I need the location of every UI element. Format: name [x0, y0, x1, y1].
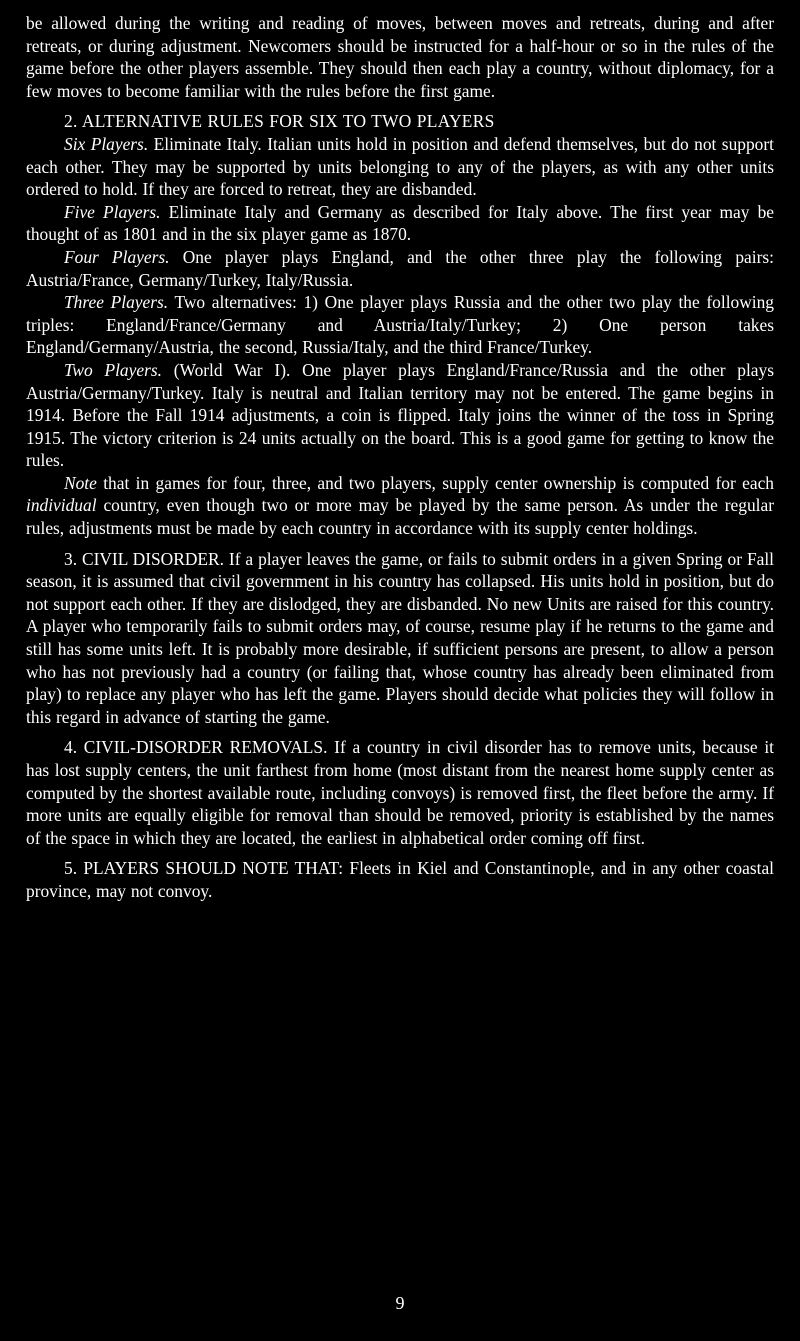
- three-players-paragraph: [26, 291, 774, 359]
- section-5-paragraph: [26, 857, 774, 902]
- four-players-label: Four Players.: [64, 246, 170, 267]
- section-3-paragraph: [26, 548, 774, 729]
- two-players-label: Two Players.: [64, 359, 162, 380]
- section-4-heading: 4. CIVIL-DISORDER REMOVALS.: [64, 737, 328, 758]
- section-5-heading: 5. PLAYERS SHOULD NOTE THAT:: [64, 858, 344, 879]
- section-3-heading: 3. CIVIL DISORDER.: [64, 548, 224, 569]
- six-players-label: Six Players.: [64, 133, 149, 154]
- three-players-text: Two alternatives: 1) One player plays Russia and the other two play the following triples: England/France/Germany and Austria/Italy/Turkey; 2) One person takes England/Germany/Austria, the second, Russia/Italy, and the third France/Turkey.: [26, 292, 775, 358]
- six-players-text: Eliminate Italy. Italian units hold in position and defend themselves, but do not support each other. They may be supported by units belonging to any of the players, as with any other units ordered to hold. If they are forced to retreat, they are disbanded.: [26, 133, 774, 200]
- section-4-paragraph: [26, 736, 774, 849]
- section-4-text: If a country in civil disorder has to remove units, because it has lost supply centers, the unit farthest from home (most distant from the nearest home supply center as computed by the shortest available route, including convoys) is removed first, the fleet before the army. If more units are equally eligible for removal than should be removed, priority is established by the names of the space in which they are located, the earliest in alphabetical order coming off first.: [26, 737, 774, 848]
- five-players-label: Five Players.: [64, 201, 161, 222]
- section-2-heading: 2. ALTERNATIVE RULES FOR SIX TO TWO PLAYERS: [64, 111, 495, 132]
- section-5-text: Fleets in Kiel and Constantinople, and in any other coastal province, may not convoy.: [26, 858, 774, 901]
- note-text-before: that in games for four, three, and two players, supply center ownership is computed for each: [96, 472, 774, 493]
- page-number: 9: [395, 1293, 405, 1313]
- intro-paragraph: be allowed during the writing and reading of moves, between moves and retreats, during and after retreats, or during adjustment. Newcomers should be instructed for a half-hour or so in the rules of the game before the other players assemble. They should then each play a country, without diplomacy, for a few moves to become familiar with the rules before the first game.: [26, 13, 774, 101]
- note-label: Note: [64, 472, 97, 493]
- section-3-text: If a player leaves the game, or fails to submit orders in a given Spring or Fall season, it is assumed that civil government in his country has collapsed. His units hold in position, but do not support each other. If they are dislodged, they are disbanded. No new Units are raised for this country. A player who temporarily fails to submit orders may, of course, resume play if he returns to the game and still has some units left. It is probably more desirable, if sufficient persons are present, to allow a person who has not previously had a country (or failing that, whose country has already been eliminated from play) to replace any player who has left the game. Players should decide what policies they will follow in this regard in advance of starting the game.: [26, 548, 775, 727]
- four-players-paragraph: [26, 246, 774, 291]
- three-players-label: Three Players.: [64, 292, 169, 313]
- two-players-paragraph: [26, 359, 774, 472]
- four-players-text: One player plays England, and the other three play the following pairs: Austria/France, Germany/Turkey, Italy/Russia.: [26, 246, 774, 290]
- two-players-text: (World War I). One player plays England/France/Russia and the other plays Austria/Germany/Turkey. Italy is neutral and Italian territory may not be entered. The game begins in 1914. Before the Fall 1914 adjustments, a coin is flipped. Italy joins the winner of the toss in Spring 1915. The victory criterion is 24 units actually on the board. This is a good game for getting to know the rules.: [26, 359, 774, 471]
- note-paragraph: [26, 472, 774, 540]
- note-text-after: country, even though two or more may be played by the same person. As under the regular rules, adjustments must be made by each country in accordance with its supply center holdings.: [26, 495, 774, 539]
- five-players-text: Eliminate Italy and Germany as described for Italy above. The first year may be thought of as 1801 and in the six player game as 1870.: [26, 201, 774, 245]
- six-players-paragraph: [26, 133, 774, 201]
- five-players-paragraph: [26, 201, 774, 246]
- note-emphasis: individual: [26, 495, 97, 516]
